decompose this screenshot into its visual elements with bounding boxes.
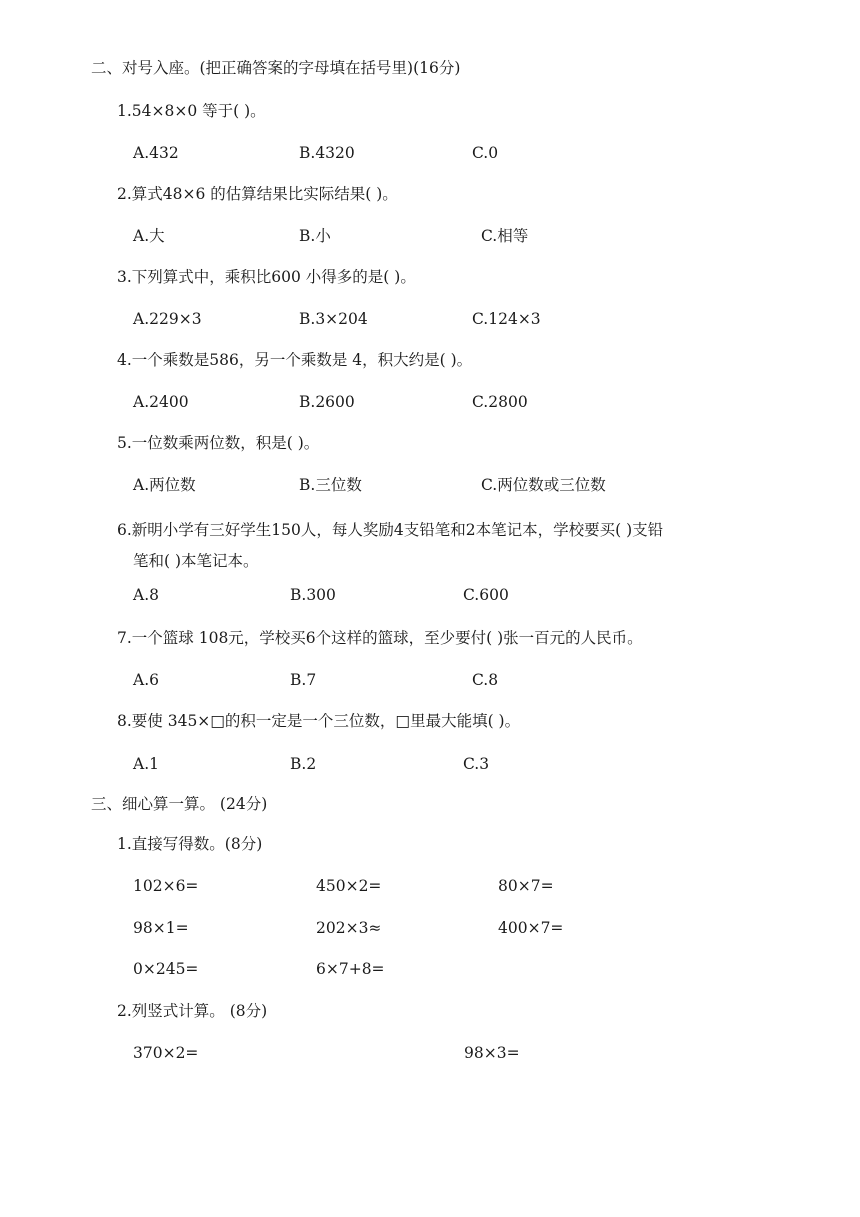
question-3-option-b: B.3×204 [299, 310, 368, 328]
question-5: 5.一位数乘两位数，积是( )。 [117, 434, 320, 452]
question-4-option-c: C.2800 [472, 393, 528, 411]
question-1: 1.54×8×0 等于( )。 [117, 102, 266, 120]
mental-calc-item: 102×6= [133, 877, 199, 895]
question-5-option-c: C.两位数或三位数 [481, 476, 606, 494]
question-8-option-c: C.3 [463, 755, 490, 773]
mental-calc-item: 450×2= [316, 877, 382, 895]
question-2-option-c: C.相等 [481, 227, 529, 245]
question-6: 6.新明小学有三好学生150人，每人奖励4支铅笔和2本笔记本，学校要买( )支铅 [117, 521, 664, 539]
question-8: 8.要使 345×□的积一定是一个三位数，□里最大能填( )。 [117, 712, 521, 730]
question-4: 4.一个乘数是586，另一个乘数是 4，积大约是( )。 [117, 351, 473, 369]
part-1-title: 1.直接写得数。(8分) [117, 835, 263, 853]
question-3-option-c: C.124×3 [472, 310, 541, 328]
question-7-option-c: C.8 [472, 671, 499, 689]
question-2-option-a: A.大 [133, 227, 165, 245]
section-3-heading: 三、细心算一算。 (24分) [91, 795, 268, 813]
question-6-option-c: C.600 [463, 586, 509, 604]
question-4-option-a: A.2400 [133, 393, 189, 411]
question-7: 7.一个篮球 108元，学校买6个这样的篮球，至少要付( )张一百元的人民币。 [117, 629, 643, 647]
question-6-line-2: 笔和( )本笔记本。 [133, 552, 259, 570]
part-2-title: 2.列竖式计算。 (8分) [117, 1002, 268, 1020]
question-5-option-a: A.两位数 [133, 476, 196, 494]
question-8-option-a: A.1 [133, 755, 159, 773]
question-7-option-b: B.7 [290, 671, 317, 689]
question-2: 2.算式48×6 的估算结果比实际结果( )。 [117, 185, 398, 203]
mental-calc-item: 400×7= [498, 919, 564, 937]
question-6-option-b: B.300 [290, 586, 336, 604]
mental-calc-item: 202×3≈ [316, 919, 382, 937]
question-3: 3.下列算式中，乘积比600 小得多的是( )。 [117, 268, 416, 286]
question-1-option-b: B.4320 [299, 144, 355, 162]
vertical-calc-item: 98×3= [464, 1044, 520, 1062]
mental-calc-item: 80×7= [498, 877, 554, 895]
question-5-option-b: B.三位数 [299, 476, 362, 494]
question-4-option-b: B.2600 [299, 393, 355, 411]
question-1-option-a: A.432 [133, 144, 179, 162]
mental-calc-item: 98×1= [133, 919, 189, 937]
question-7-option-a: A.6 [133, 671, 159, 689]
question-6-option-a: A.8 [133, 586, 159, 604]
question-1-option-c: C.0 [472, 144, 499, 162]
section-2-heading: 二、对号入座。(把正确答案的字母填在括号里)(16分) [91, 59, 461, 77]
mental-calc-item: 6×7+8= [316, 960, 385, 978]
question-3-option-a: A.229×3 [133, 310, 202, 328]
vertical-calc-item: 370×2= [133, 1044, 199, 1062]
question-8-option-b: B.2 [290, 755, 317, 773]
mental-calc-item: 0×245= [133, 960, 199, 978]
question-2-option-b: B.小 [299, 227, 331, 245]
